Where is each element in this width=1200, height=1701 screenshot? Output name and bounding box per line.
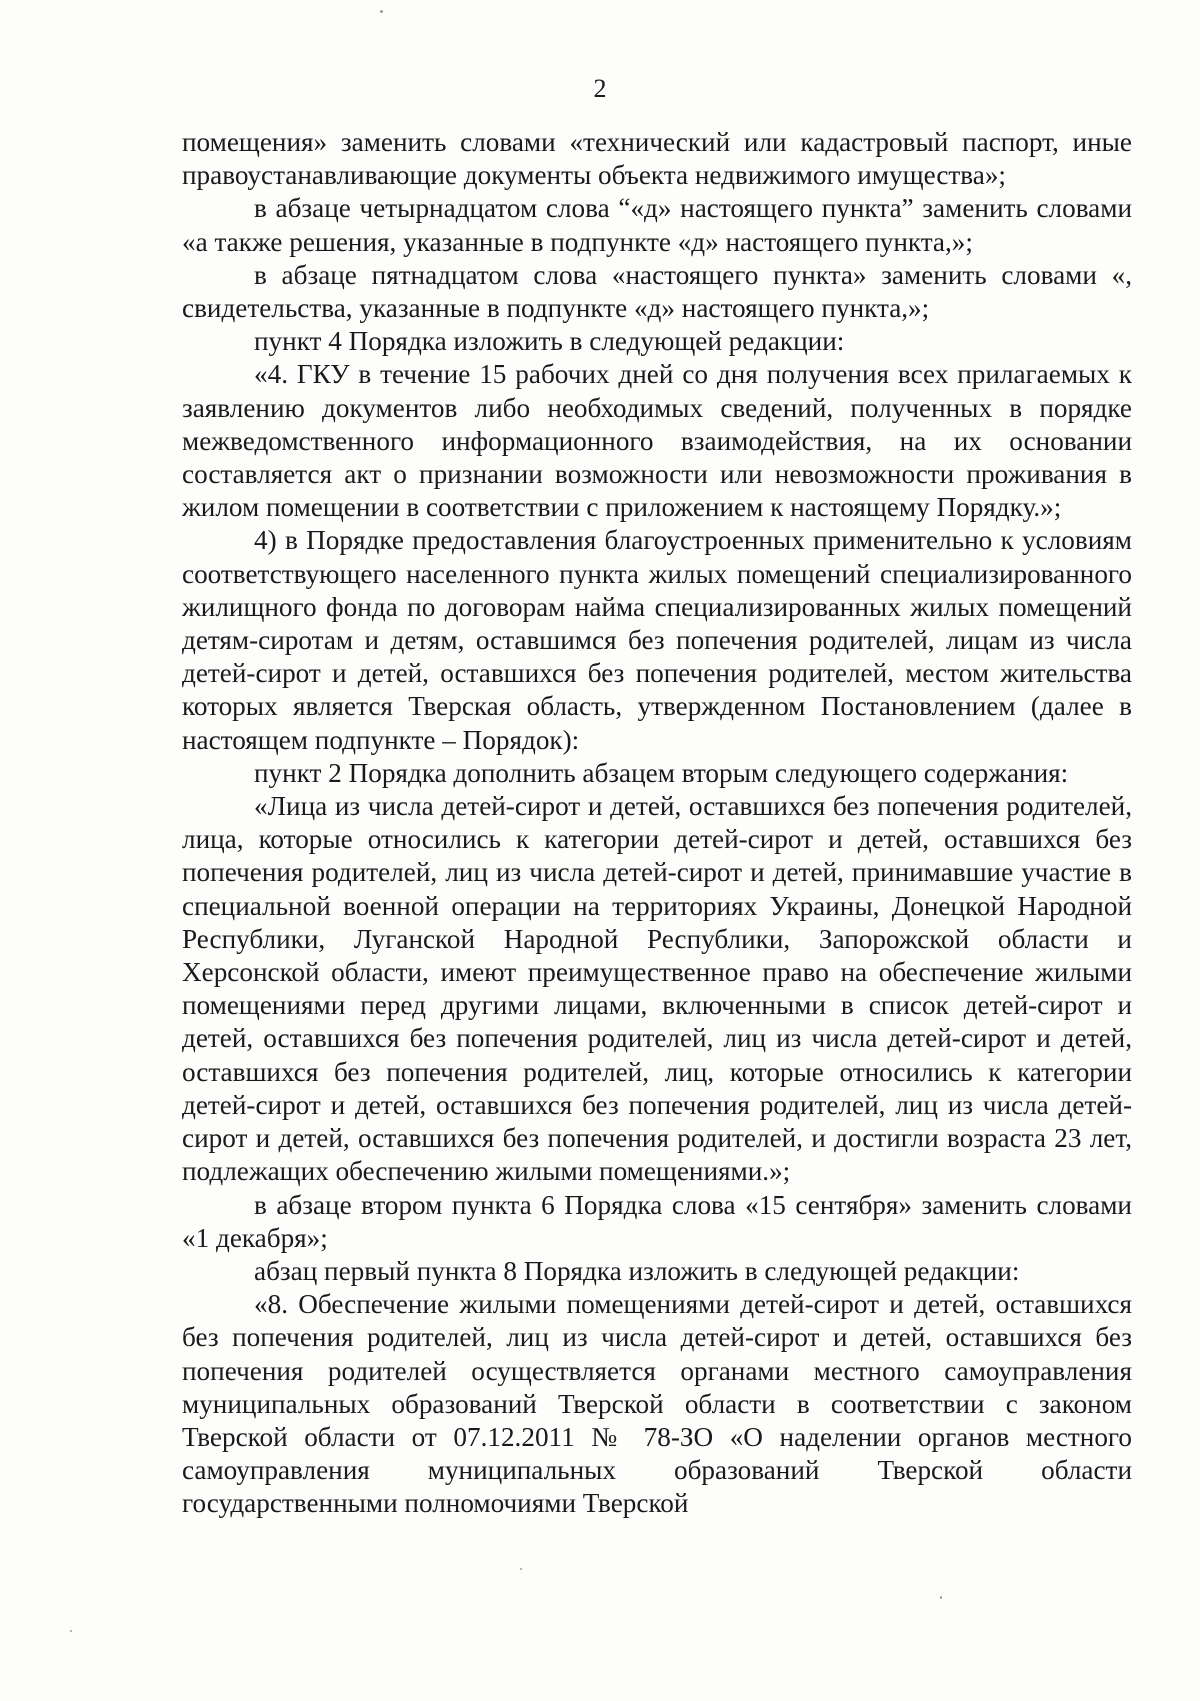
paragraph: абзац первый пункта 8 Порядка изложить в следующей редакции: (254, 1255, 1020, 1286)
paragraph: 4) в Порядке предоставления благоустроенных применительно к условиям соответствующего населенного пункта жилых помещений специализированного жилищного фонда по договорам найма специализированных жилых помещений детям-сиротам и детям, оставшимся без попечения родителей, лицам из числа детей-сирот и детей, оставшихся без попечения родителей, местом жительства которых является Тверская область, утвержденном Постановлением (далее в настоящем подпункте – Порядок): (182, 525, 1132, 755)
scan-speck (380, 10, 383, 13)
paragraph: помещения» заменить словами «технический или кадастровый паспорт, иные правоустанавливающие документы объекта недвижимого имущества»; (182, 127, 1132, 191)
paragraph: пункт 2 Порядка дополнить абзацем вторым следующего содержания: (254, 757, 1069, 788)
document-body (182, 126, 1132, 1521)
paragraph: в абзаце пятнадцатом слова «настоящего пункта» заменить словами «, свидетельства, указанные в подпункте «д» настоящего пункта,»; (182, 259, 1132, 324)
paragraph: в абзаце четырнадцатом слова “«д» настоящего пункта” заменить словами «а также решения, указанные в подпункте «д» настоящего пункта,»; (182, 193, 1132, 257)
scan-speck (940, 1596, 942, 1599)
paragraph: пункт 4 Порядка изложить в следующей редакции: (254, 326, 845, 357)
page-number: 2 (593, 74, 607, 103)
paragraph: в абзаце втором пункта 6 Порядка слова «15 сентября» заменить словами «1 декабря»; (182, 1189, 1132, 1253)
paragraph: «Лица из числа детей-сирот и детей, оставшихся без попечения родителей, лица, которые относились к категории детей-сирот и детей, оставшихся без попечения родителей, лиц из числа детей-сирот и детей, принимавшие участие в специальной военной операции на территориях Украины, Донецкой Народной Республики, Луганской Народной Республики, Запорожской области и Херсонской области, имеют преимущественное право на обеспечение жилыми помещениями перед другими лицами, включенными в список детей-сирот и детей, оставшихся без попечения родителей, лиц из числа детей-сирот и детей, оставшихся без попечения родителей, лиц, которые относились к категории детей-сирот и детей, оставшихся без попечения родителей, лиц из числа детей-сирот и детей, оставшихся без попечения родителей, и достигли возраста 23 лет, подлежащих обеспечению жилыми помещениями.»; (182, 791, 1132, 1187)
paragraph: «4. ГКУ в течение 15 рабочих дней со дня получения всех прилагаемых к заявлению документов либо необходимых сведений, полученных в порядке межведомственного информационного взаимодействия, на их основании составляется акт о признании возможности или невозможности проживания в жилом помещении в соответствии с приложением к настоящему Порядку.»; (182, 359, 1132, 523)
scan-speck (520, 1568, 522, 1570)
scan-speck (70, 1630, 72, 1632)
paragraph: «8. Обеспечение жилыми помещениями детей-сирот и детей, оставшихся без попечения родителей, лиц из числа детей-сирот и детей, оставшихся без попечения родителей осуществляется органами местного самоуправления муниципальных образований Тверской области в соответствии с законом Тверской области от 07.12.2011 № 78-ЗО «О наделении органов местного самоуправления муниципальных образований Тверской области государственными полномочиями Тверской (182, 1289, 1132, 1519)
